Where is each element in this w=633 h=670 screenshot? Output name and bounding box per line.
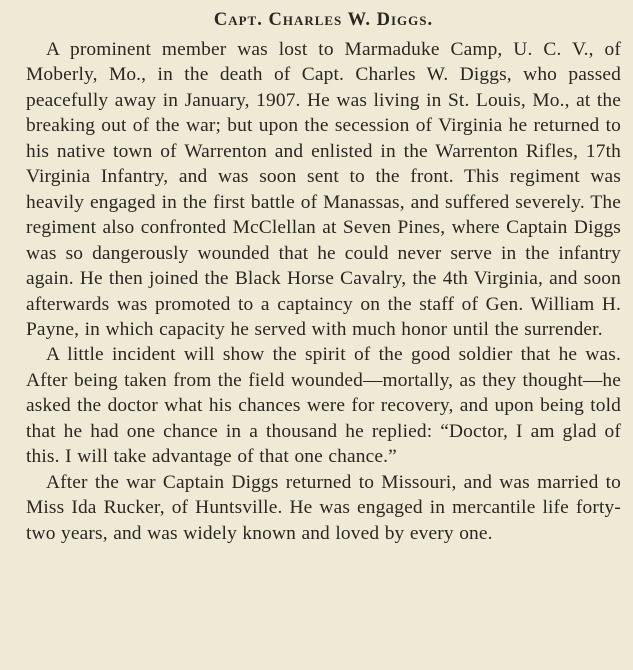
paragraph-service-record: A prominent member was lost to Marmaduke Camp, U. C. V., of Moberly, Mo., in the death of Capt. Charles W. Diggs, who passed peacefully away in January, 1907. He was living in St. Louis, Mo., at the breaking out of the war; but upon the secession of Virginia he returned to his native town of Warrenton and enlisted in the Warrenton Rifles, 17th Virginia Infantry, and was soon sent to the front. This regiment was heavily engaged in the first battle of Manassas, and suffered severely. The regiment also confronted McClellan at Seven Pines, where Captain Diggs was so dangerously wounded that he could never serve in the infantry again. He then joined the Black Horse Cavalry, the 4th Virginia, and soon afterwards was promoted to a captaincy on the staff of Gen. William H. Payne, in which capacity he served with much honor until the surrender. <box>26 39 621 340</box>
paragraph-later-life: After the war Captain Diggs returned to Missouri, and was married to Miss Ida Rucker, of Huntsville. He was engaged in mercantile life forty-two years, and was widely known and loved by every one. <box>26 471 621 544</box>
article-title: Capt. Charles W. Diggs. <box>213 10 434 30</box>
paragraph-incident: A little incident will show the spirit of the good soldier that he was. After being taken from the field wounded—mortally, as they thought—he asked the doctor what his chances were for recovery, and upon being told that he had one chance in a thousand he replied: “Doctor, I am glad of this. I will take advantage of that one chance.” <box>26 344 621 468</box>
